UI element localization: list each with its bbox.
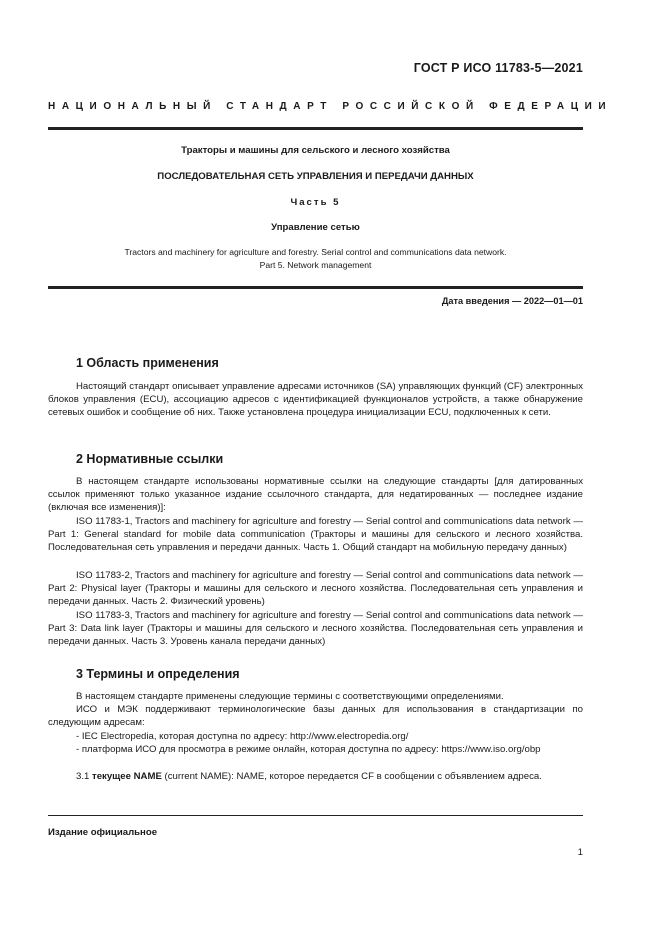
english-title-line-2: Part 5. Network management [259,260,372,270]
english-title-line-1: Tractors and machinery for agriculture and forestry. Serial control and communications data network. [124,247,507,257]
section-3-paragraph-2: ИСО и МЭК поддерживают терминологические базы данных для использования в стандартизации по следующим адресам: [48,704,583,729]
section-3-paragraph-1: В настоящем стандарте применены следующие термины с соответствующими определениями. [76,691,504,702]
section-heading-1: 1 Область применения [76,356,219,370]
section-2-reference-2: ISO 11783-2, Tractors and machinery for agriculture and forestry — Serial control and communications data network — Part 2: Physical layer (Тракторы и машины для сельского и лесного хозяйства. Последовательная сеть управления и передачи данных. Часть 2. Физический уровень) [48,570,583,608]
top-divider [48,127,583,130]
national-standard-banner: НАЦИОНАЛЬНЫЙ СТАНДАРТ РОССИЙСКОЙ ФЕДЕРАЦИИ [48,101,613,112]
title-line-1: Тракторы и машины для сельского и лесного хозяйства [181,145,450,156]
term-number: 3.1 [76,771,90,782]
title-line-2: ПОСЛЕДОВАТЕЛЬНАЯ СЕТЬ УПРАВЛЕНИЯ И ПЕРЕДАЧИ ДАННЫХ [157,171,474,182]
section-2-reference-1: ISO 11783-1, Tractors and machinery for agriculture and forestry — Serial control and communications data network — Part 1: General standard for mobile data communication (Тракторы и машины для сельского и лесного хозяйства. Последовательная сеть управления и передачи данных. Часть 1. Общий стандарт на мобильную передачу данных) [48,516,583,554]
section-3-list-item-2: - платформа ИСО для просмотра в режиме онлайн, которая доступна по адресу: https://www.iso.org/obp [76,744,541,755]
section-3-list-item-1: - IEC Electropedia, которая доступна по адресу: http://www.electropedia.org/ [76,731,409,742]
section-2-paragraph-1: В настоящем стандарте использованы нормативные ссылки на следующие стандарты [для датированных ссылок применяют только указанное издание ссылочного стандарта, для недатированных — последнее издание (включая все изменения)]: [48,476,583,514]
page-number: 1 [577,847,583,858]
term-text: (current NAME): NAME, которое передается CF в сообщении с объявлением адреса. [164,771,542,782]
subtitle: Управление сетью [271,222,360,233]
title-divider [48,286,583,289]
edition-label: Издание официальное [48,827,158,838]
part-label: Часть 5 [290,197,341,208]
section-heading-2: 2 Нормативные ссылки [76,452,224,466]
term-name: текущее NAME [92,771,162,782]
section-heading-3: 3 Термины и определения [76,667,240,681]
section-2-reference-3: ISO 11783-3, Tractors and machinery for agriculture and forestry — Serial control and communications data network — Part 3: Data link layer (Тракторы и машины для сельского и лесного хозяйства. Последовательная сеть управления и передачи данных. Часть 3. Уровень канала передачи данных) [48,610,583,648]
standard-code: ГОСТ Р ИСО 11783-5—2021 [413,61,583,75]
intro-date: Дата введения — 2022—01—01 [441,296,583,306]
footer-divider [48,815,583,816]
section-1-paragraph: Настоящий стандарт описывает управление адресами источников (SA) управляющих функций (CF) электронных блоков управления (ECU), ассоциацию адресов с идентификацией функционалов устройств, а также обнаружение сетевых ошибок и сообщение об них. Также установлена процедура инициализации ECU, подключенных к сети. [48,381,583,419]
term-definition-3-1 [48,770,583,783]
